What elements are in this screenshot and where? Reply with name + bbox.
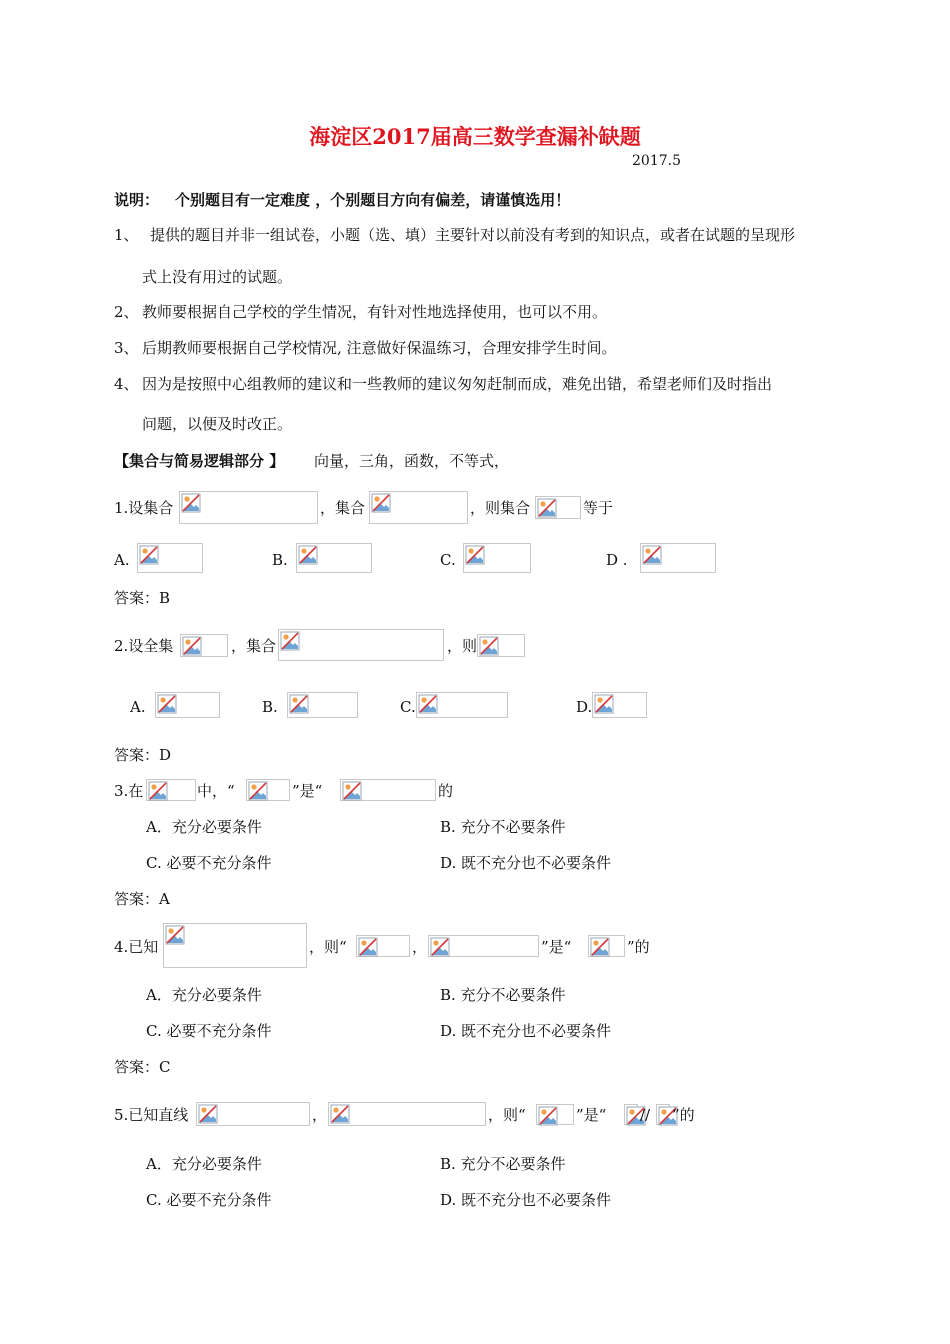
q3-stem-a: 3.在 xyxy=(114,782,144,800)
formula-image xyxy=(287,692,358,718)
q2-stem-c: ，则 xyxy=(447,637,478,655)
q3-option-b: B. 充分不必要条件 xyxy=(440,818,566,836)
broken-image-icon xyxy=(280,631,300,651)
broken-image-icon xyxy=(479,636,499,656)
q4-option-d: D. 既不充分也不必要条件 xyxy=(440,1022,612,1040)
q1-option-a-label: A. xyxy=(114,551,130,569)
broken-image-icon xyxy=(248,781,268,801)
q4-option-a: A．充分必要条件 xyxy=(146,986,262,1004)
q3-stem-d: 的 xyxy=(438,782,454,800)
item-4-line-2: 问题，以便及时改正。 xyxy=(142,415,293,433)
formula-image xyxy=(592,692,647,718)
broken-image-icon xyxy=(358,937,378,957)
q3-option-a: A．充分必要条件 xyxy=(146,818,262,836)
broken-image-icon xyxy=(289,694,309,714)
q4-stem-c: ， xyxy=(412,938,428,956)
q1-option-c-label: C. xyxy=(440,551,456,569)
q4-stem-b: ，则“ xyxy=(309,938,347,956)
item-4-number: 4、 xyxy=(114,375,139,393)
q5-option-b: B. 充分不必要条件 xyxy=(440,1155,566,1173)
q2-option-a-label: A. xyxy=(130,698,146,716)
broken-image-icon xyxy=(139,545,159,565)
broken-image-icon xyxy=(642,545,662,565)
broken-image-icon xyxy=(298,545,318,565)
q5-stem-d: ”是“ xyxy=(576,1106,607,1124)
broken-image-icon xyxy=(590,937,610,957)
formula-image xyxy=(163,923,307,968)
formula-image xyxy=(246,779,290,801)
formula-image xyxy=(155,692,220,718)
q3-stem-c: ”是“ xyxy=(292,782,323,800)
item-1-line-1: 提供的题目并非一组试卷，小题（选、填）主要针对以前没有考到的知识点，或者在试题的呈现形 xyxy=(150,226,796,244)
broken-image-icon xyxy=(342,781,362,801)
q1-stem-d: 等于 xyxy=(583,499,614,517)
broken-image-icon xyxy=(430,937,450,957)
formula-image xyxy=(428,935,539,957)
q5-option-c: C. 必要不充分条件 xyxy=(146,1191,272,1209)
item-4-line-1: 因为是按照中心组教师的建议和一些教师的建议匆匆赶制而成，难免出错，希望老师们及时指出 xyxy=(142,375,773,393)
item-3-number: 3、 xyxy=(114,339,139,357)
q3-option-c: C. 必要不充分条件 xyxy=(146,854,272,872)
formula-image xyxy=(640,543,716,573)
q5-stem-b: ， xyxy=(312,1106,328,1124)
q4-option-b: B. 充分不必要条件 xyxy=(440,986,566,1004)
section-heading: 【集合与简易逻辑部分 】 xyxy=(114,452,285,470)
broken-image-icon xyxy=(537,498,557,518)
formula-image xyxy=(369,491,468,524)
q2-option-c-label: C. xyxy=(400,698,416,716)
broken-image-icon xyxy=(165,925,185,945)
broken-image-icon xyxy=(182,636,202,656)
formula-image xyxy=(137,543,203,573)
formula-image xyxy=(463,543,531,573)
item-3-line-1: 后期教师要根据自己学校情况, 注意做好保温练习，合理安排学生时间。 xyxy=(142,339,617,357)
broken-image-icon xyxy=(594,694,614,714)
formula-image xyxy=(535,496,581,519)
formula-image xyxy=(356,935,410,957)
q1-stem-c: ，则集合 xyxy=(470,499,531,517)
q3-stem-b: 中，“ xyxy=(197,782,235,800)
broken-image-icon xyxy=(330,1104,350,1124)
q4-stem-a: 4.已知 xyxy=(114,938,159,956)
q5-option-d: D. 既不充分也不必要条件 xyxy=(440,1191,612,1209)
item-2-line-1: 教师要根据自己学校的学生情况，有针对性地选择使用，也可以不用。 xyxy=(142,303,608,321)
q5-option-a: A．充分必要条件 xyxy=(146,1155,262,1173)
section-topics: 向量，三角，函数，不等式， xyxy=(314,452,510,470)
q2-stem-a: 2.设全集 xyxy=(114,637,174,655)
formula-image xyxy=(624,1104,638,1125)
formula-image xyxy=(296,543,372,573)
formula-image xyxy=(416,692,508,718)
broken-image-icon xyxy=(157,694,177,714)
broken-image-icon xyxy=(148,781,168,801)
formula-image xyxy=(179,491,318,524)
formula-image xyxy=(180,634,228,657)
q1-answer: 答案：B xyxy=(114,589,171,607)
q4-option-c: C. 必要不充分条件 xyxy=(146,1022,272,1040)
note-text: 个别题目有一定难度 ，个别题目方向有偏差，请谨慎选用！ xyxy=(175,191,571,209)
document-title: 海淀区2017届高三数学查漏补缺题 xyxy=(309,124,641,149)
q1-stem-a: 1.设集合 xyxy=(114,499,174,517)
formula-image xyxy=(536,1104,574,1125)
formula-image xyxy=(278,629,444,661)
q5-stem-f: ”的 xyxy=(672,1106,695,1124)
q5-stem-c: ，则“ xyxy=(488,1106,526,1124)
broken-image-icon xyxy=(371,493,391,513)
formula-image xyxy=(146,779,196,801)
formula-image xyxy=(328,1102,486,1126)
item-2-number: 2、 xyxy=(114,303,139,321)
broken-image-icon xyxy=(465,545,485,565)
note-label: 说明： xyxy=(114,191,160,209)
formula-image xyxy=(477,634,525,657)
q4-answer: 答案：C xyxy=(114,1058,171,1076)
q2-option-b-label: B. xyxy=(262,698,278,716)
broken-image-icon xyxy=(181,493,201,513)
q2-answer: 答案：D xyxy=(114,746,172,764)
q1-option-d-label: D . xyxy=(606,551,628,569)
formula-image xyxy=(340,779,436,801)
broken-image-icon xyxy=(198,1104,218,1124)
q5-stem-a: 5.已知直线 xyxy=(114,1106,189,1124)
q4-stem-e: ”的 xyxy=(627,938,650,956)
item-1-line-2: 式上没有用过的试题。 xyxy=(142,268,293,286)
formula-image xyxy=(196,1102,310,1126)
broken-image-icon xyxy=(538,1106,558,1126)
q2-option-d-label: D. xyxy=(576,698,593,716)
q3-option-d: D. 既不充分也不必要条件 xyxy=(440,854,612,872)
document-date: 2017.5 xyxy=(632,153,681,169)
q1-stem-b: ，集合 xyxy=(320,499,366,517)
q3-answer: 答案：A xyxy=(114,890,170,908)
q2-stem-b: ，集合 xyxy=(231,637,277,655)
broken-image-icon xyxy=(418,694,438,714)
q5-stem-e: // xyxy=(640,1106,651,1124)
formula-image xyxy=(656,1104,670,1125)
formula-image xyxy=(588,935,625,957)
item-1-number: 1、 xyxy=(114,226,139,244)
q1-option-b-label: B. xyxy=(272,551,288,569)
q4-stem-d: ”是“ xyxy=(541,938,572,956)
